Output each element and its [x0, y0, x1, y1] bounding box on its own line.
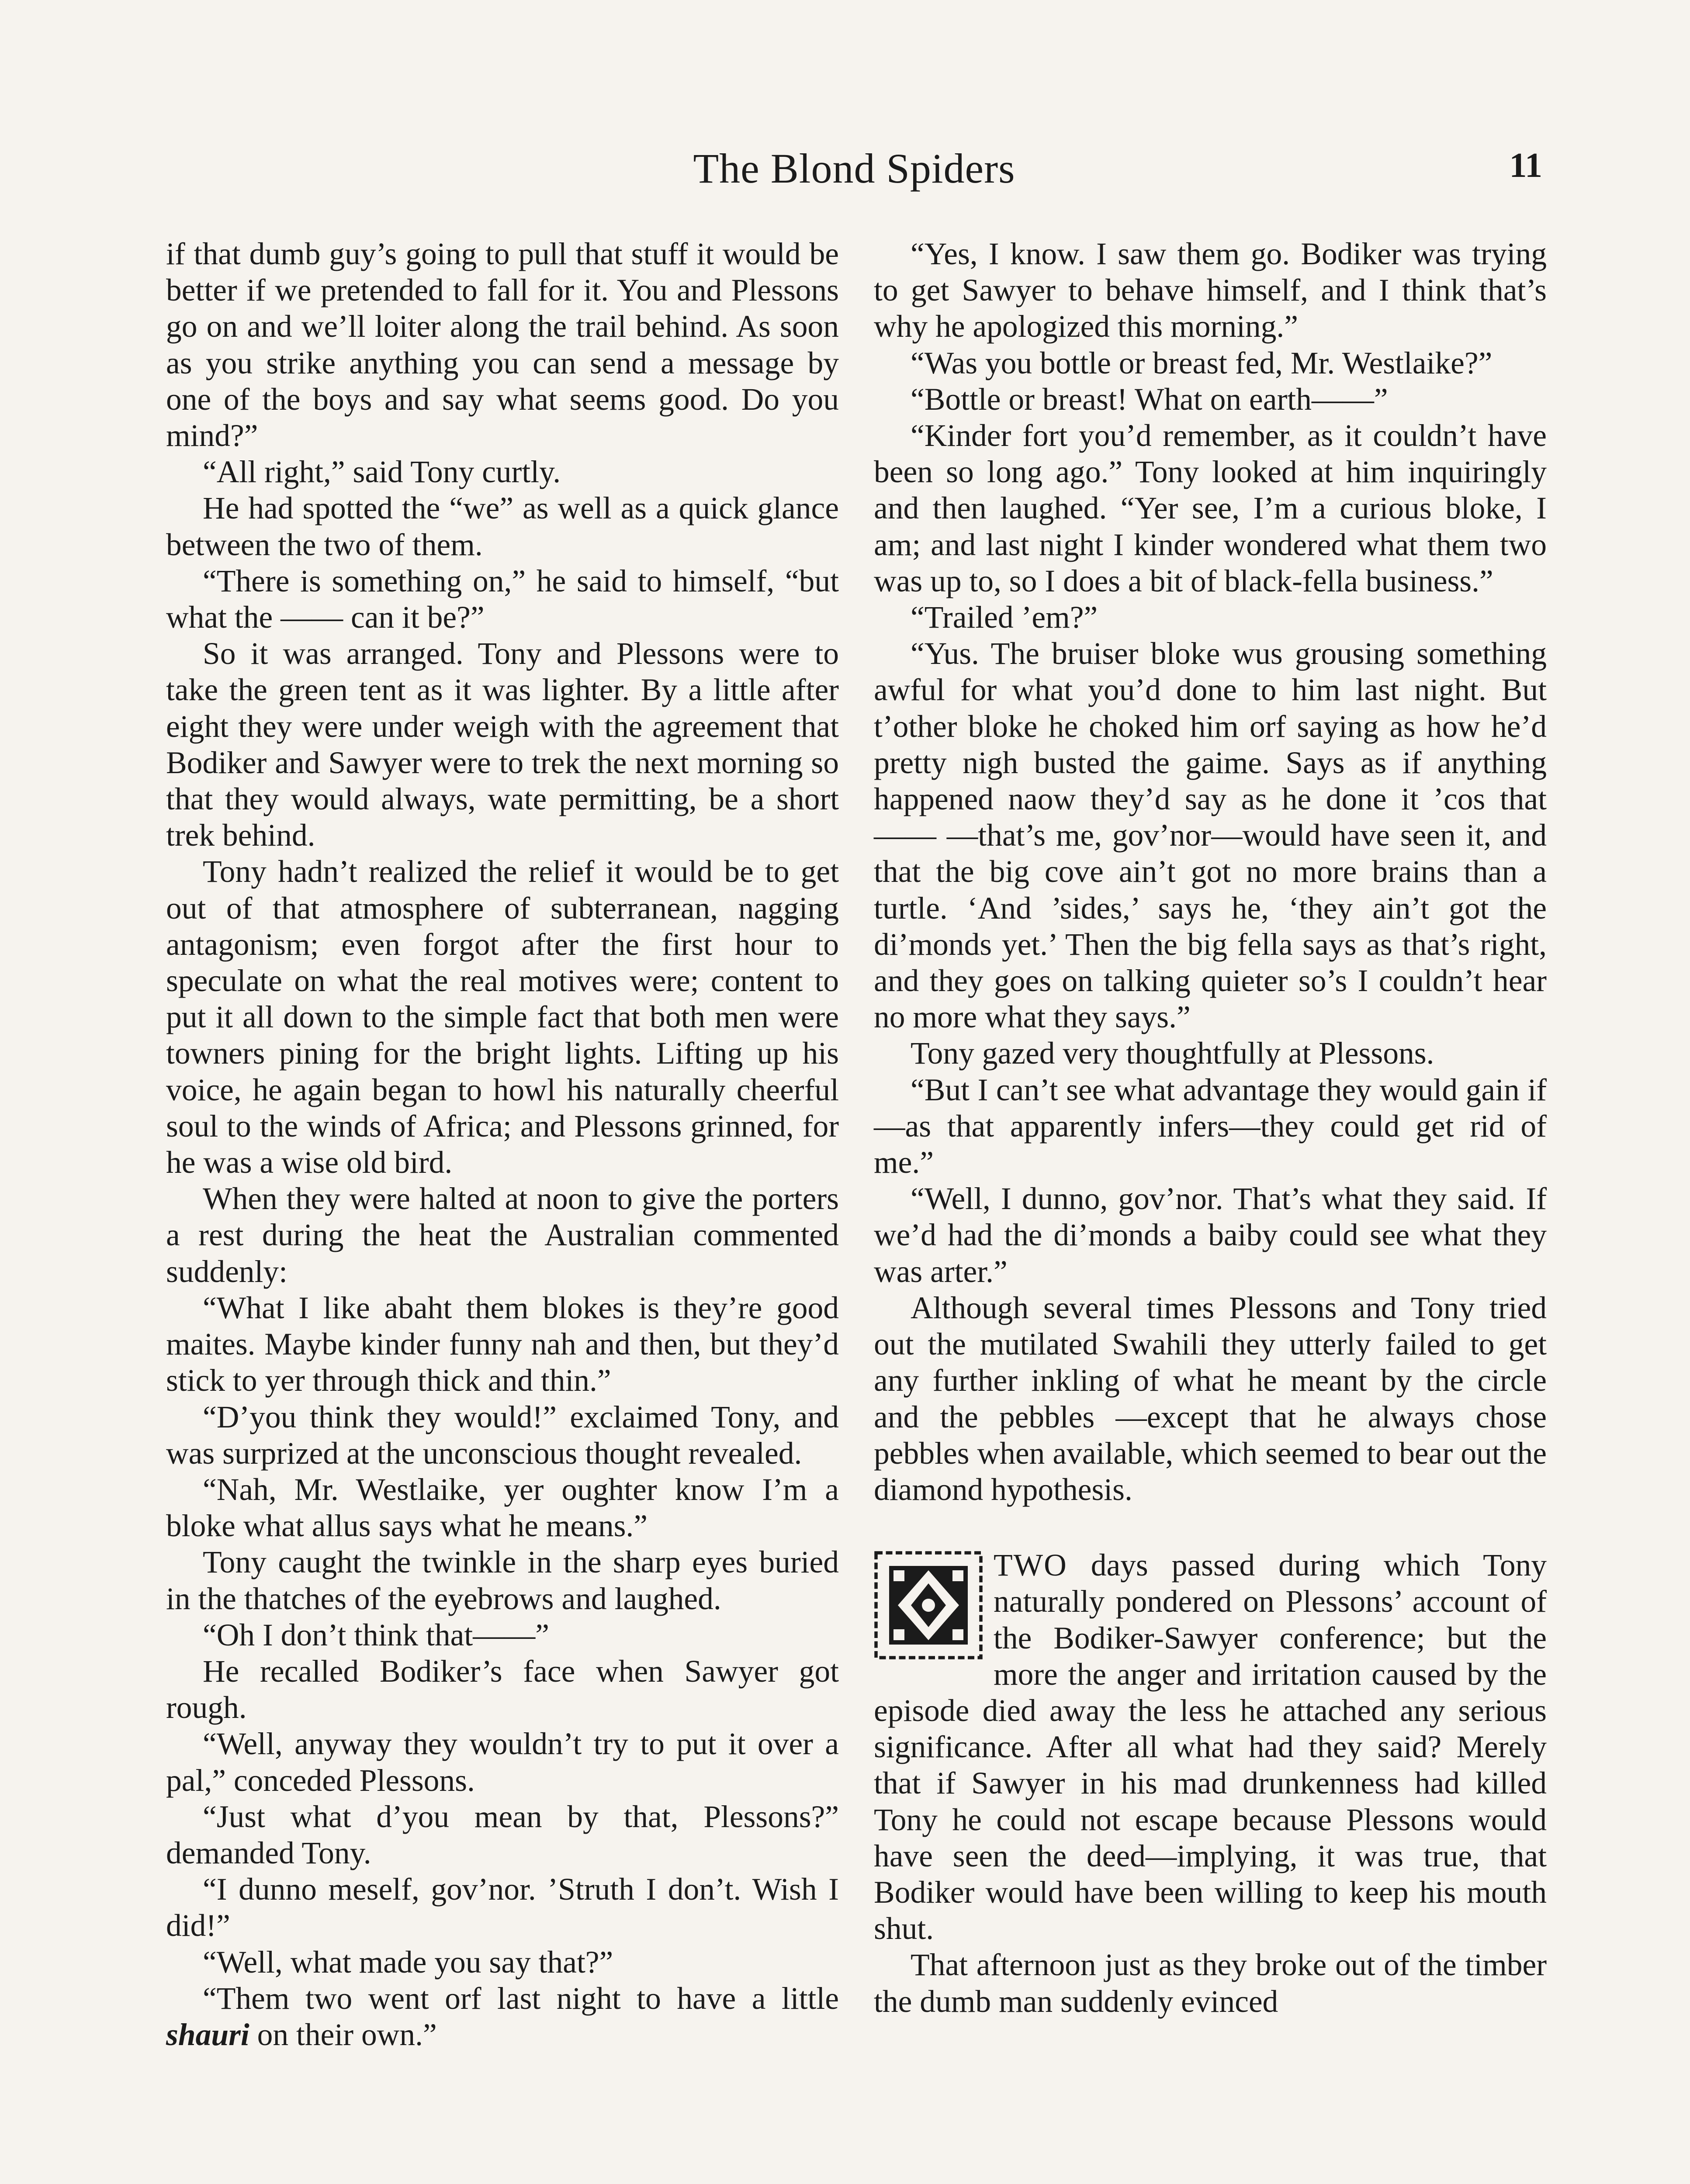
paragraph: if that dumb guy’s going to pull that stuff it would be better if we pretended to fall for it. You and Plessons go on and we’ll loiter along the trail behind. As soon as you strike anything you can send a message by one of the boys and say what seems good. Do you mind?” — [166, 237, 839, 453]
paragraph: When they were halted at noon to give the porters a rest during the heat the Australian commented suddenly: — [166, 1182, 839, 1289]
paragraph: “Was you bottle or breast fed, Mr. Westlaike?” — [911, 346, 1493, 380]
right-column — [874, 236, 1547, 2020]
paragraph: Tony gazed very thoughtfully at Plessons. — [911, 1036, 1434, 1071]
paragraph-with-emphasis — [166, 1980, 839, 2053]
paragraph: “Oh I don’t think that——” — [203, 1617, 549, 1652]
paragraph: Tony hadn’t realized the relief it would be to get out of that atmosphere of subterranean, nagging antagonism; even forgot after the first hour to speculate on what the real motives were; content to put it all down to the simple fact that both men were towners pining for the bright lights. Lifting up his voice, he again began to howl his naturally cheerful soul to the winds of Africa; and Plessons grinned, for he was a wise old bird. — [166, 854, 839, 1180]
paragraph: So it was arranged. Tony and Plessons were to take the green tent as it was lighter. By a little after eight they were under weigh with the agreement that Bodiker and Sawyer were to trek the next morning so that they would always, wate permitting, be a short trek behind. — [166, 636, 839, 853]
text-run: days passed during which Tony naturally pondered on Plessons’ account of the Bodiker-Sawyer conference; but the more the anger and irritation caused by the episode died away the less he attached any serious significance. After all what had they said? Merely that if Sawyer in his mad drunkenness had killed Tony he could not escape because Plessons would have seen the deed—implying, it was true, that Bodiker would have been willing to keep his mouth shut. — [874, 1548, 1547, 1946]
paragraph: “All right,” said Tony curtly. — [203, 455, 561, 490]
paragraph: Although several times Plessons and Tony tried out the mutilated Swahili they utterly failed to get any further inkling of what he meant by the circle and the pebbles —except that he always chose pebbles when available, which seemed to bear out the diamond hypothesis. — [874, 1290, 1547, 1507]
text-run: “Them two went orf last night to have a little — [203, 1981, 839, 2016]
paragraph: “Just what d’you mean by that, Plessons?” demanded Tony. — [166, 1799, 839, 1870]
paragraph: “I dunno meself, gov’nor. ’Struth I don’t. Wish I did!” — [166, 1872, 839, 1943]
paragraph: “But I can’t see what advantage they would gain if—as that apparently infers—they could get rid of me.” — [874, 1072, 1547, 1180]
section-break — [874, 1508, 1547, 1547]
paragraph: He had spotted the “we” as well as a quick glance between the two of them. — [166, 491, 839, 562]
decorative-ornament-icon — [874, 1551, 983, 1660]
paragraph: “Trailed ’em?” — [911, 600, 1098, 635]
section-opening — [874, 1547, 1547, 1947]
paragraph: “Well, anyway they wouldn’t try to put it over a pal,” conceded Plessons. — [166, 1727, 839, 1798]
running-title: The Blond Spiders — [693, 145, 1015, 192]
emphasized-word: shauri — [166, 2017, 249, 2052]
paragraph: “Well, what made you say that?” — [203, 1945, 613, 1980]
paragraph: That afternoon just as they broke out of the timber the dumb man suddenly evinced — [874, 1948, 1547, 2019]
paragraph: “D’you think they would!” exclaimed Tony, and was surprized at the unconscious thought revealed. — [166, 1400, 839, 1471]
paragraph: “Bottle or breast! What on earth——” — [911, 382, 1388, 417]
page-number: 11 — [1509, 146, 1542, 185]
paragraph: He recalled Bodiker’s face when Sawyer got rough. — [166, 1654, 839, 1725]
text-run: on their own.” — [249, 2017, 437, 2052]
paragraph: “Nah, Mr. Westlaike, yer oughter know I’m a bloke what allus says what he means.” — [166, 1472, 839, 1544]
lead-words: TWO — [994, 1548, 1067, 1583]
paragraph: “What I like abaht them blokes is they’re good maites. Maybe kinder funny nah and then, but they’d stick to yer through thick and thin.” — [166, 1290, 839, 1398]
paragraph: “Kinder fort you’d remember, as it couldn’t have been so long ago.” Tony looked at him inquiringly and then laughed. “Yer see, I’m a curious bloke, I am; and last night I kinder wondered what them two was up to, so I does a bit of black-fella business.” — [874, 418, 1547, 598]
paragraph: “Yus. The bruiser bloke wus grousing something awful for what you’d done to him last night. But t’other bloke he choked him orf saying as how he’d pretty nigh busted the gaime. Says as if anything happened naow they’d say as he done it ’cos that —— —that’s me, gov’nor—would have seen it, and that the big cove ain’t got no more brains than a turtle. ‘And ’sides,’ says he, ‘they ain’t got the di’monds yet.’ Then the big fella says as that’s right, and they goes on talking quieter so’s I couldn’t hear no more what they says.” — [874, 636, 1547, 1035]
paragraph: “Yes, I know. I saw them go. Bodiker was trying to get Sawyer to behave himself, and I think that’s why he apologized this morning.” — [874, 237, 1547, 344]
paragraph: “There is something on,” he said to himself, “but what the —— can it be?” — [166, 563, 839, 635]
left-column — [166, 236, 839, 2053]
paragraph: “Well, I dunno, gov’nor. That’s what they said. If we’d had the di’monds a baiby could see what they was arter.” — [874, 1182, 1547, 1289]
page-header — [166, 144, 1542, 201]
paragraph: Tony caught the twinkle in the sharp eyes buried in the thatches of the eyebrows and laughed. — [166, 1545, 839, 1616]
